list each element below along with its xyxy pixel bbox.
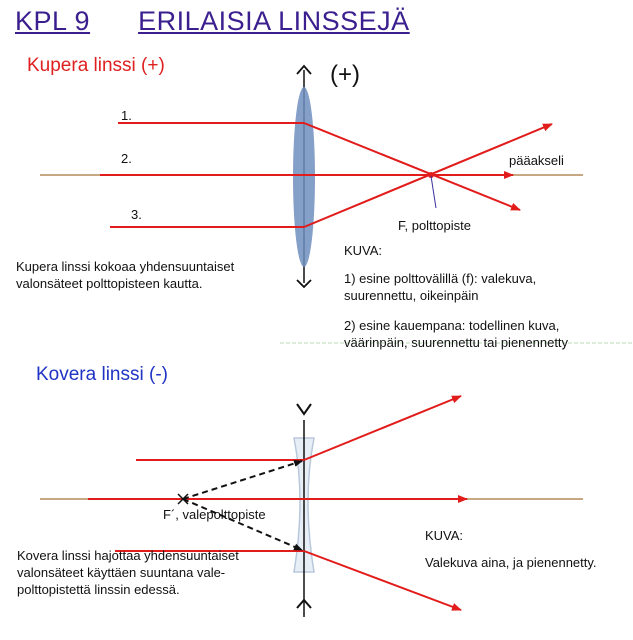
convex-sign-label: (+)	[330, 61, 360, 88]
convex-ray-2-label: 2.	[121, 151, 132, 166]
concave-focus-label: F´, valepolttopiste	[163, 507, 266, 522]
principal-axis-label: pääakseli	[509, 153, 564, 168]
convex-focus-label: F, polttopiste	[398, 218, 471, 233]
convex-description: Kupera linssi kokoaa yhdensuuntaiset valonsäteet polttopisteen kautta.	[16, 259, 235, 291]
convex-kuva-item-1: 1) esine polttovälillä (f): valekuva, suurennettu, oikeinpäin	[344, 271, 537, 303]
chapter-label: KPL 9	[15, 6, 91, 36]
concave-kuva-text: Valekuva aina, ja pienennetty.	[425, 555, 597, 570]
concave-construction-line-upper	[183, 461, 302, 499]
convex-focus-pointer	[431, 176, 436, 208]
convex-lens-shape	[293, 87, 315, 267]
concave-description: Kovera linssi hajottaa yhdensuuntaiset valonsäteet käyttäen suuntana vale-polttopistettä linssin edessä.	[17, 548, 239, 597]
concave-lens-top-arrowhead	[297, 404, 311, 414]
convex-lens-heading: Kupera linssi (+)	[27, 55, 165, 76]
convex-ray-1-label: 1.	[121, 108, 132, 123]
concave-lens-heading: Kovera linssi (-)	[36, 364, 168, 385]
convex-kuva-item-2: 2) esine kauempana: todellinen kuva, väärinpäin, suurennettu tai pienennetty	[344, 318, 569, 350]
convex-ray-3-label: 3.	[131, 207, 142, 222]
convex-kuva-title: KUVA:	[344, 243, 383, 258]
convex-ray-1	[118, 123, 520, 210]
concave-kuva-title: KUVA:	[425, 528, 464, 543]
chapter-topic: ERILAISIA LINSSEJÄ	[138, 6, 410, 36]
